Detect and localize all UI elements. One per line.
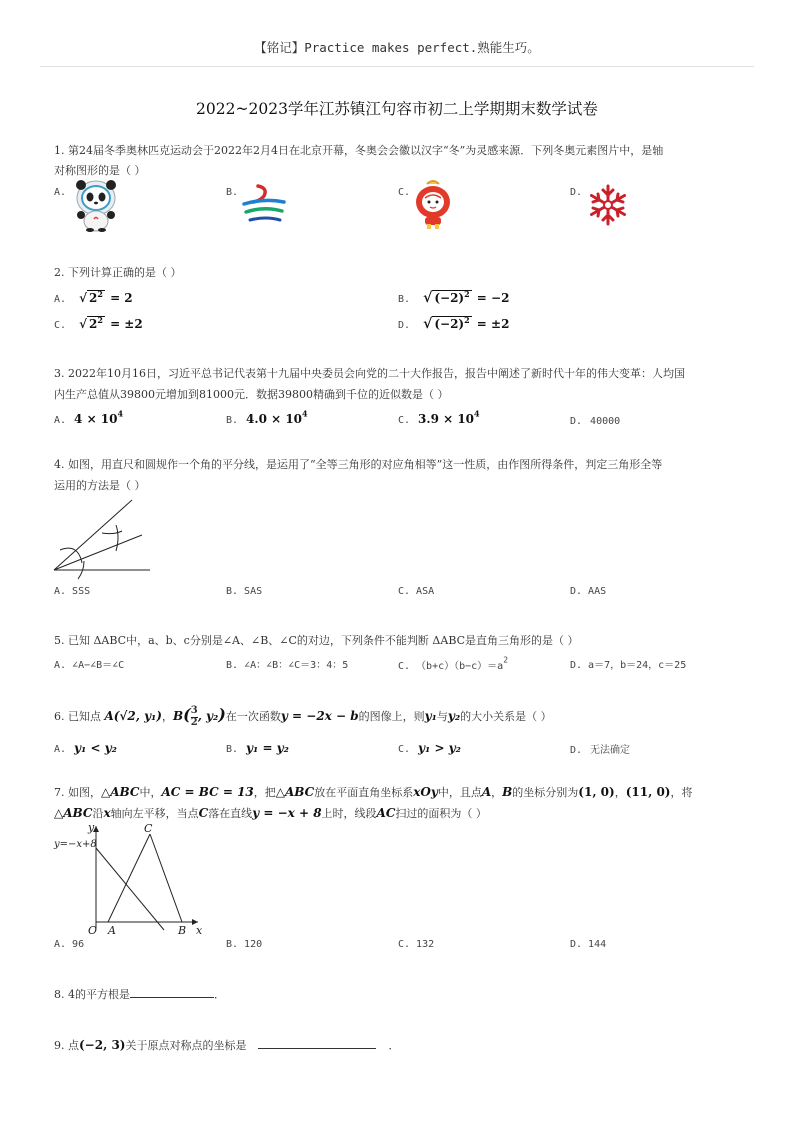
exponent: 2 (464, 289, 470, 299)
q6-y1: y₁ (424, 709, 437, 723)
q2-stem: 2. 下列计算正确的是（ ） (54, 266, 182, 279)
q6-option-d (570, 738, 630, 757)
q4-stem-line1: 4. 如图，用直尺和圆规作一个角的平分线，是运用了“全等三角形的对应角相等”这一性质，由作图所得条件，判定三角形全等 (54, 458, 663, 471)
exponent: 2 (464, 315, 470, 325)
q7-point-a-label: A (108, 924, 116, 937)
q7-x-axis-label: x (196, 924, 203, 937)
q7-option-c: C. 132 (398, 939, 435, 950)
q7-text: ， (614, 786, 626, 799)
option-base: 4.0 × 10 (246, 412, 303, 426)
option-label: B. (398, 294, 411, 305)
q3-stem-line2: 内生产总值从39800元增加到81000元．数据39800精确到千位的近似数是（ ） (54, 388, 449, 401)
header-divider (40, 66, 754, 67)
q7-point-b-label: B (178, 924, 187, 937)
q6-option-c (398, 737, 461, 756)
option-rhs: = 2 (110, 291, 133, 305)
q7-text: 中，且点 (437, 786, 482, 799)
exponent: 2 (97, 289, 103, 299)
option-label: A. (54, 294, 67, 305)
q7-text: ， (491, 786, 503, 799)
q7-option-b: B. 120 (226, 939, 263, 950)
q6-text-5: 的大小关系是（ ） (460, 710, 552, 723)
header-motto: 【铭记】Practice makes perfect.熟能生巧。 (254, 40, 540, 55)
q6-y2: y₂ (447, 709, 461, 723)
option-base: 3.9 × 10 (418, 412, 475, 426)
q5-option-c (398, 654, 508, 673)
q5-option-b: B. ∠A：∠B：∠C＝3：4：5 (226, 660, 349, 671)
option-label: C. (398, 415, 411, 426)
q7-math: AC (376, 806, 396, 820)
q1-option-d-label: D. (570, 187, 583, 198)
q1-option-b-label: B. (226, 187, 239, 198)
option-label: B. (226, 415, 239, 426)
angle-bisector-figure (50, 495, 156, 581)
q5-option-a: A. ∠A−∠B＝∠C (54, 660, 125, 671)
q2-option-a: A. √ $2^2 = 2$ (54, 289, 133, 305)
q7-text: 沿 (92, 807, 104, 820)
lantern-mascot-icon (413, 180, 453, 230)
snowflake-emblem-icon (586, 183, 630, 227)
q6-text-1: 6. 已知点 (54, 710, 101, 723)
q3-option-d (570, 409, 620, 428)
option-label: D. (398, 320, 411, 331)
q6-text-4: 与 (436, 710, 448, 723)
q7-math: AC = BC = 13 (161, 785, 254, 799)
exponent: 2 (97, 315, 103, 325)
q7-math: A (481, 785, 492, 799)
option-label: A. (54, 415, 67, 426)
q6-text-2: 在一次函数 (225, 710, 281, 723)
option-rhs: = ±2 (476, 317, 510, 331)
q9-point: (−2, 3) (79, 1038, 126, 1052)
q4-option-c: C. ASA (398, 586, 435, 597)
q7-stem-line2 (54, 807, 487, 819)
q1-option-a-label: A. (54, 187, 67, 198)
q1-stem-line1: 1. 第24届冬季奥林匹克运动会于2022年2月4日在北京开幕，冬奥会会徽以汉字“冬”为灵感来源．下列冬奥元素图片中，是轴 (54, 144, 664, 157)
option-base: 4 × 10 (74, 412, 118, 426)
q2-option-d: D. √ $(-2)^2 = \pm 2$ (398, 315, 510, 332)
option-label: A. (54, 744, 67, 755)
q7-text: 的坐标分别为 (512, 786, 579, 799)
q4-option-a: A. SSS (54, 586, 91, 597)
ribbon-logo-icon (240, 184, 288, 226)
q7-origin-label: O (88, 924, 98, 937)
option-base: 40000 (590, 416, 621, 427)
panda-mascot-icon (70, 178, 122, 232)
q6-text-3: 的图像上，则 (358, 710, 425, 723)
q7-text: 放在平面直角坐标系 (314, 786, 414, 799)
q7-math: △ABC (54, 806, 93, 820)
radicand: 2 (89, 291, 98, 305)
option-math: y₁ = y₂ (246, 741, 289, 755)
q6-point-b-rest: , y₂ (197, 709, 219, 723)
q7-text: 中， (139, 786, 162, 799)
option-label: B. (226, 744, 239, 755)
q8-answer-blank[interactable] (130, 997, 214, 998)
q7-text: 落在直线 (208, 807, 253, 820)
q6-fraction-numerator: 3 (190, 705, 198, 716)
q2-option-c: C. √ $2^2 = \pm 2$ (54, 315, 143, 331)
q6-point-b-name: B (173, 709, 184, 723)
q7-math: △ABC (101, 785, 140, 799)
q9-end: ． (388, 1039, 400, 1052)
q4-option-b: B. SAS (226, 586, 263, 597)
q7-text: ，把 (253, 786, 276, 799)
option-exponent: 4 (117, 408, 124, 419)
radicand: (−2) (434, 317, 465, 331)
q3-option-c (398, 408, 480, 427)
q8-text: 8. 4的平方根是 (54, 988, 130, 1001)
exponent: 2 (503, 655, 509, 665)
q7-text: 上时，线段 (321, 807, 377, 820)
q6-fraction-denominator: 2 (190, 716, 198, 728)
q1-option-c-label: C. (398, 187, 411, 198)
option-label: D. (570, 745, 583, 756)
q6-function: y = −2x − b (280, 709, 359, 723)
q5-option-d: D. a＝7，b＝24，c＝25 (570, 660, 687, 671)
q9-answer-blank[interactable] (258, 1048, 376, 1049)
radicand: 2 (89, 317, 98, 331)
page-title: 2022~2023学年江苏镇江句容市初二上学期期末数学试卷 (196, 100, 598, 118)
q7-math: (1, 0) (578, 785, 615, 799)
q7-stem-line1 (54, 786, 692, 798)
option-rhs: = −2 (476, 291, 510, 305)
q7-math: xOy (413, 785, 438, 799)
q6-option-a (54, 737, 117, 756)
q7-math: (11, 0) (625, 785, 671, 799)
q6-sep: ， (162, 710, 173, 723)
q7-math: x (103, 806, 111, 820)
option-label: C. (398, 744, 411, 755)
q3-option-a (54, 408, 123, 427)
q7-option-d: D. 144 (570, 939, 607, 950)
option-label: D. (570, 416, 583, 427)
q7-line-label: y=−x+8 (54, 839, 97, 850)
option-exponent: 4 (474, 408, 480, 419)
q7-math: △ABC (275, 785, 315, 799)
q7-text: 轴向左平移，当点 (110, 807, 199, 820)
q4-option-d: D. AAS (570, 586, 607, 597)
q9-text-rest: 关于原点对称点的坐标是 (125, 1039, 247, 1052)
q7-coordinate-figure (50, 820, 210, 938)
q9-text: 9. 点 (54, 1039, 79, 1052)
q1-stem-line2: 对称图形的是（ ） (54, 164, 146, 177)
q5-stem: 5. 已知 ΔABC中，a、b、c分别是∠A、∠B、∠C的对边，下列条件不能判断 ΔABC是直角三角形的是（ ） (54, 634, 579, 647)
q6-option-b (226, 737, 289, 756)
q7-option-a: A. 96 (54, 939, 85, 950)
q7-math: C (198, 806, 209, 820)
q8-end: ． (214, 988, 225, 1001)
option-math: y₁ > y₂ (418, 741, 461, 755)
q7-y-axis-label: y (88, 821, 95, 834)
option-rhs: = ±2 (110, 317, 143, 331)
q7-text: 7. 如图， (54, 786, 101, 799)
q2-option-b: B. √ $(-2)^2 = -2$ (398, 289, 510, 306)
option-label: C. (54, 320, 67, 331)
q6-point-a: A(√2, y₁) (104, 709, 162, 723)
q3-option-b (226, 408, 308, 427)
q7-text: 扫过的面积为（ ） (395, 807, 487, 820)
q7-point-c-label: C (144, 822, 153, 835)
radicand: (−2) (434, 291, 465, 305)
option-math: 无法确定 (590, 745, 631, 756)
q7-text: ，将 (670, 786, 693, 799)
q9-stem (54, 1039, 399, 1051)
q7-math: B (502, 785, 513, 799)
option-math: y₁ < y₂ (74, 741, 117, 755)
option-exponent: 4 (302, 408, 308, 419)
q4-stem-line2: 运用的方法是（ ） (54, 479, 146, 492)
q3-stem-line1: 3. 2022年10月16日，习近平总书记代表第十九届中央委员会向党的二十大作报告，报告中阐述了新时代十年的伟大变革：人均国 (54, 367, 685, 380)
q8-stem (54, 989, 225, 1000)
option-text: C. （b+c）（b−c）＝a (398, 661, 504, 672)
q6-stem: 6. 已知点 A(√2, y₁)，B( $\frac{3}{2}$ , y₂)在一次函数y = −2x − b的图像上，则y₁与y₂的大小关系是（ ） (54, 705, 552, 728)
q7-math: y = −x + 8 (252, 806, 322, 820)
